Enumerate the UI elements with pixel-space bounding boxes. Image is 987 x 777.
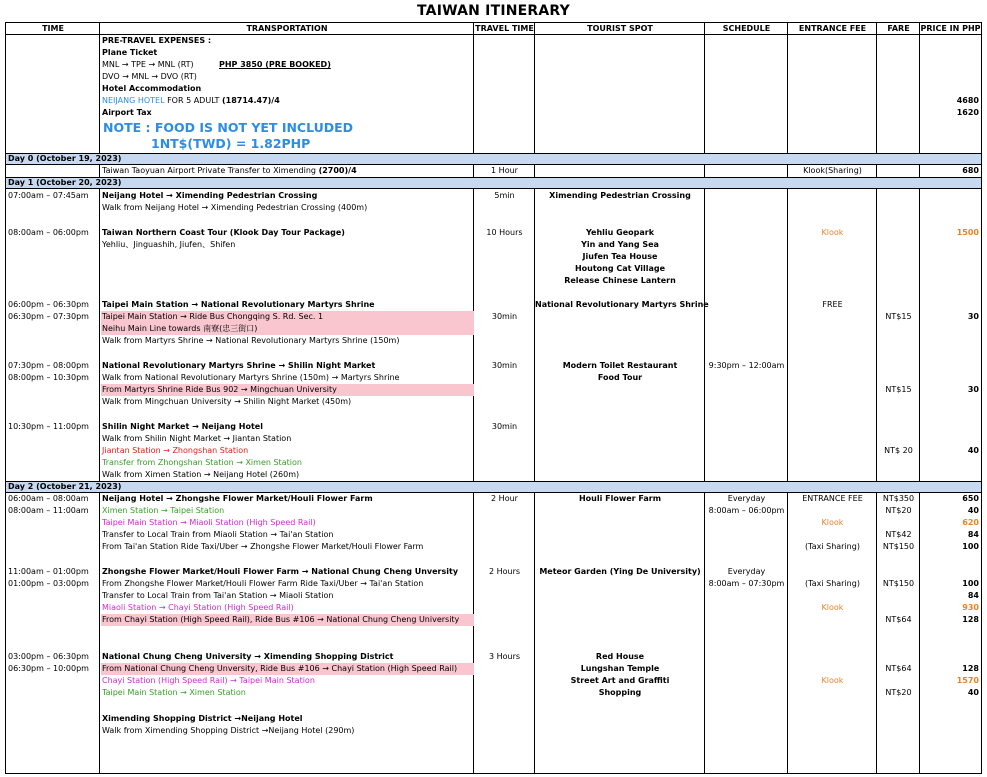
day2-seg2-price4: 128 — [962, 615, 979, 624]
day2-seg4-l1: Walk from Ximending Shopping District →Neijang Hotel (290m) — [102, 726, 355, 735]
tour-spot-2: Yin and Yang Sea — [581, 240, 659, 249]
pre-airport: Airport Tax — [102, 108, 152, 117]
day1-seg4-price: 30 — [967, 385, 979, 394]
day2-seg3-spot2: Lungshan Temple — [580, 664, 660, 673]
day1-seg1-title: Neijang Hotel → Ximending Pedestrian Crossing — [102, 191, 318, 200]
hotel-for: FOR 5 ADULT — [164, 96, 222, 105]
day1-seg4-title: National Revolutionary Martyrs Shrine → Shilin Night Market — [102, 361, 376, 370]
page-title: TAIWAN ITINERARY — [417, 3, 570, 19]
day1-seg4-l3: Walk from Mingchuan University → Shilin Night Market (450m) — [102, 397, 352, 406]
day1-tour-price: 1500 — [956, 228, 979, 237]
day2-seg4-title: Ximending Shopping District →Neijang Hotel — [102, 714, 303, 723]
day1-time5: 10:30pm – 11:00pm — [8, 422, 89, 431]
day2-seg1-l3: Transfer to Local Train from Miaoli Station → Tai'an Station — [102, 530, 334, 539]
day2-seg2-sched1: Everyday — [727, 567, 766, 576]
day1-seg5-l3: Transfer from Zhongshan Station → Ximen Station — [102, 458, 302, 467]
day1-seg3-l3: Walk from Martyrs Shrine → National Revolutionary Martyrs Shrine (150m) — [102, 336, 400, 345]
day1-seg3-fare: NT$15 — [885, 312, 912, 321]
day2-seg1-fee3: (Taxi Sharing) — [805, 542, 860, 551]
day1-seg5-l2: Jiantan Station → Zhongshan Station — [102, 446, 249, 455]
day2-seg2-price1: 100 — [962, 579, 979, 588]
day0-price: 680 — [962, 166, 979, 175]
day2-seg2-l3: Miaoli Station → Chayi Station (High Speed Rail) — [102, 603, 294, 612]
day1-time4a: 07:30pm – 08:00pm — [8, 361, 89, 370]
day2-time3a: 03:00pm – 06:30pm — [8, 652, 89, 661]
day2-seg1-fare3: NT$42 — [885, 530, 912, 539]
day2-seg3-spot3: Street Art and Graffiti — [570, 676, 670, 685]
day1-time2: 08:00am – 06:00pm — [8, 228, 89, 237]
header-row — [6, 23, 981, 35]
tour-spot-5: Release Chinese Lantern — [564, 276, 676, 285]
header-transportation: TRANSPORTATION — [246, 24, 328, 33]
hotel-cost: (18714.47)/4 — [221, 96, 280, 105]
pre-hotel: Hotel Accommodation — [102, 84, 202, 93]
pre-hotel-line — [102, 95, 280, 107]
day2-time3b: 06:30pm – 10:00pm — [8, 664, 89, 673]
day2-seg3-price2: 1570 — [956, 676, 979, 685]
note-exchange: 1NT$(TWD) = 1.82PHP — [151, 136, 311, 151]
day2-seg2-sched2: 8:00am – 07:30pm — [708, 579, 785, 588]
day1-seg4-l2: From Martyrs Shrine Ride Bus 902 → Mingchuan University — [102, 385, 337, 394]
day2-seg1-price3: 620 — [962, 518, 979, 527]
day2-seg1-spot: Houli Flower Farm — [578, 494, 662, 503]
day2-seg3-l1: From National Chung Cheng Unversity, Ride Bus #106 → Chayi Station (High Speed Rail) — [102, 664, 458, 673]
day2-seg3-l3: Taipei Main Station → Ximen Station — [102, 688, 246, 697]
day2-seg1-l2: Taipei Main Station → Miaoli Station (High Speed Rail) — [102, 518, 316, 527]
day2-seg1-l4: From Tai'an Station Ride Taxi/Uber → Zhongshe Flower Market/Houli Flower Farm — [102, 542, 424, 551]
day1-tour-title: Taiwan Northern Coast Tour (Klook Day Tour Package) — [102, 228, 345, 237]
airport-price: 1620 — [956, 108, 979, 117]
day2-seg1-fee2: Klook — [821, 518, 844, 527]
day2-seg1-sched2: 8:00am – 06:00pm — [708, 506, 785, 515]
day2-seg2-travel: 2 Hours — [488, 567, 521, 576]
day2-seg3-travel: 3 Hours — [488, 652, 521, 661]
pre-route1: MNL → TPE → MNL (RT) — [102, 60, 194, 69]
day2-seg2-title: Zhongshe Flower Market/Houli Flower Farm → National Chung Cheng Unversity — [102, 567, 459, 576]
day1-seg4-spot2: Food Tour — [597, 373, 643, 382]
day2-time1b: 08:00am – 11:00am — [8, 506, 89, 515]
day1-time3a: 06:00pm – 06:30pm — [8, 300, 89, 309]
day0-fee: Klook(Sharing) — [803, 166, 862, 175]
day1-tour-fee: Klook — [821, 228, 844, 237]
day1-seg1-walk: Walk from Neijang Hotel → Ximending Pedestrian Crossing (400m) — [102, 203, 368, 212]
header-time: TIME — [42, 24, 64, 33]
day2-seg3-title: National Chung Cheng University → Ximending Shopping District — [102, 652, 394, 661]
day2-seg1-l1: Ximen Station → Taipei Station — [102, 506, 225, 515]
day1-seg3-spot: National Revolutionary Martyrs Shrine — [535, 300, 709, 309]
day2-seg2-price3: 930 — [962, 603, 979, 612]
day0-travel: 1 Hour — [491, 166, 518, 175]
day2-seg3-price3: 40 — [967, 688, 979, 697]
header-tourist-spot: TOURIST SPOT — [587, 24, 653, 33]
day2-seg3-price1: 128 — [962, 664, 979, 673]
day2-seg1-fare1: NT$350 — [882, 494, 915, 503]
tour-spot-1: Yehliu Geopark — [585, 228, 655, 237]
day2-seg1-fee1: ENTRANCE FEE — [802, 494, 863, 503]
day2-seg2-fee1: (Taxi Sharing) — [805, 579, 860, 588]
day1-header: Day 1 (October 20, 2023) — [6, 177, 981, 189]
day1-time3b: 06:30pm – 07:30pm — [8, 312, 89, 321]
day1-seg4-fare: NT$15 — [885, 385, 912, 394]
day2-time2a: 11:00am – 01:00pm — [8, 567, 89, 576]
day2-seg1-price4: 84 — [967, 530, 979, 539]
day1-seg5-title: Shilin Night Market → Neijang Hotel — [102, 422, 263, 431]
day2-seg2-l4: From Chayi Station (High Speed Rail), Ride Bus #106 → National Chung Cheng University — [102, 615, 460, 624]
day2-seg1-travel: 2 Hour — [491, 494, 518, 503]
day2-seg3-fare1: NT$64 — [885, 664, 912, 673]
day1-seg5-fare: NT$ 20 — [884, 446, 913, 455]
day2-time2b: 01:00pm – 03:00pm — [8, 579, 89, 588]
day1-seg3-travel: 30min — [491, 312, 518, 321]
day2-seg2-fare1: NT$150 — [882, 579, 915, 588]
day1-seg5-travel: 30min — [491, 422, 518, 431]
day2-seg1-price1: 650 — [962, 494, 979, 503]
day2-seg3-l2: Chayi Station (High Speed Rail) → Taipei Main Station — [102, 676, 315, 685]
day2-seg1-title: Neijang Hotel → Zhongshe Flower Market/Houli Flower Farm — [102, 494, 373, 503]
day1-seg1-spot: Ximending Pedestrian Crossing — [549, 191, 691, 200]
pre-heading: PRE-TRAVEL EXPENSES : — [102, 36, 212, 45]
hotel-price: 4680 — [956, 96, 979, 105]
tour-spot-4: Houtong Cat Village — [574, 264, 666, 273]
note-food: NOTE : FOOD IS NOT YET INCLUDED — [103, 120, 354, 135]
day1-seg5-l4: Walk from Ximen Station → Neijang Hotel (260m) — [102, 470, 300, 479]
col-fare — [877, 23, 920, 773]
day1-seg4-spot1: Modern Toilet Restaurant — [562, 361, 678, 370]
pre-plane: Plane Ticket — [102, 48, 158, 57]
day1-seg4-travel: 30min — [491, 361, 518, 370]
col-entrance-fee — [788, 23, 877, 773]
day1-seg5-price: 40 — [967, 446, 979, 455]
day1-time1: 07:00am – 07:45am — [8, 191, 89, 200]
day1-tour-sub: Yehliu、Jinguashih, Jiufen、Shifen — [102, 240, 236, 249]
day0-transfer-cost: (2700)/4 — [318, 166, 357, 175]
day2-seg3-spot1: Red House — [595, 652, 645, 661]
header-schedule: SCHEDULE — [722, 24, 771, 33]
itinerary-table — [5, 22, 982, 774]
day2-header: Day 2 (October 21, 2023) — [6, 481, 981, 493]
day0-transfer — [102, 165, 357, 177]
day2-seg1-fare4: NT$150 — [882, 542, 915, 551]
day1-seg5-l1: Walk from Shilin Night Market → Jiantan Station — [102, 434, 292, 443]
day2-seg3-fare2: NT$20 — [885, 688, 912, 697]
day2-seg1-sched1: Everyday — [727, 494, 766, 503]
day2-seg3-spot4: Shopping — [598, 688, 642, 697]
header-price: PRICE IN PHP — [920, 24, 981, 33]
day2-seg3-fee: Klook — [821, 676, 844, 685]
day2-seg2-l2: Transfer to Local Train from Tai'an Station → Miaoli Station — [102, 591, 334, 600]
day2-seg1-price5: 100 — [962, 542, 979, 551]
header-entrance-fee: ENTRANCE FEE — [798, 24, 867, 33]
day2-seg2-price2: 84 — [967, 591, 979, 600]
header-fare: FARE — [887, 24, 910, 33]
day2-seg2-spot: Meteor Garden (Ying De University) — [539, 567, 701, 576]
day1-seg3-title: Taipei Main Station → National Revolutionary Martyrs Shrine — [102, 300, 375, 309]
day0-transfer-text: Taiwan Taoyuan Airport Private Transfer to Ximending — [102, 166, 319, 175]
day2-time1a: 06:00am – 08:00am — [8, 494, 89, 503]
day2-seg2-fee2: Klook — [821, 603, 844, 612]
day1-seg1-travel: 5min — [494, 191, 515, 200]
day1-seg3-fee: FREE — [822, 300, 843, 309]
day1-seg4-sched: 9:30pm – 12:00am — [708, 361, 785, 370]
pre-route1-price: PHP 3850 (PRE BOOKED) — [219, 60, 331, 69]
hotel-name: NEIJANG HOTEL — [102, 96, 165, 105]
header-travel-time: TRAVEL TIME — [475, 24, 534, 33]
day2-seg1-fare2: NT$20 — [885, 506, 912, 515]
day0-header: Day 0 (October 19, 2023) — [6, 153, 981, 165]
day1-seg3-l2: Neihu Main Line towards 南寮(忠三街口) — [102, 324, 258, 333]
day1-time4b: 08:00pm – 10:30pm — [8, 373, 89, 382]
tour-spot-3: Jiufen Tea House — [582, 252, 658, 261]
day2-seg2-fare2: NT$64 — [885, 615, 912, 624]
pre-route2: DVO → MNL → DVO (RT) — [102, 72, 197, 81]
day1-tour-travel: 10 Hours — [486, 228, 523, 237]
col-schedule — [705, 23, 788, 773]
day1-seg3-price: 30 — [967, 312, 979, 321]
day1-seg3-l1: Taipei Main Station → Ride Bus Chongqing S. Rd. Sec. 1 — [102, 312, 324, 321]
day1-seg4-l1: Walk from National Revolutionary Martyrs Shrine (150m) → Martyrs Shrine — [102, 373, 400, 382]
day2-seg1-price2: 40 — [967, 506, 979, 515]
day2-seg2-l1: From Zhongshe Flower Market/Houli Flower Farm Ride Taxi/Uber → Tai'an Station — [102, 579, 424, 588]
